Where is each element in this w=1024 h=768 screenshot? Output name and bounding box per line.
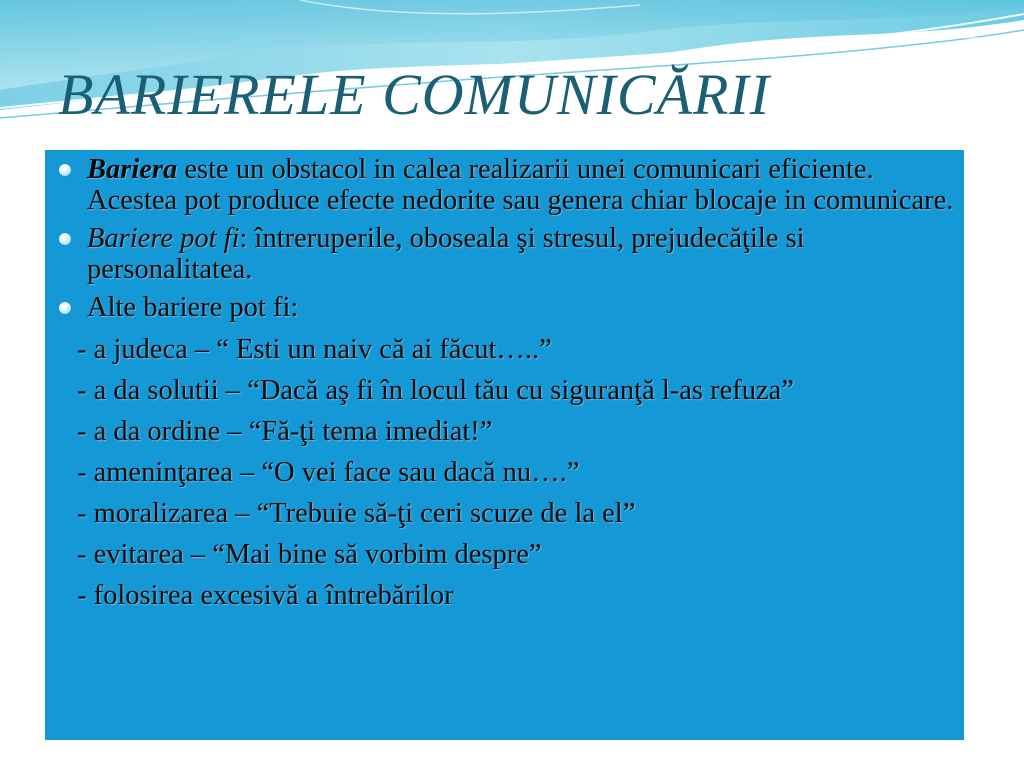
bullet-item-bariera [59,154,954,216]
bullet-item-alte-bariere [59,292,954,323]
bullet-list [59,154,954,611]
example-item: - folosirea excesivă a întrebărilor [77,580,454,611]
bullet-emphasis: Bariere pot fi [87,223,240,254]
content-box [45,150,964,740]
bullet-dot-icon [59,233,71,245]
example-item: - a da solutii – “Dacă aş fi în locul tău cu siguranţă l-as refuza” [77,375,794,406]
bullet-dot-icon [59,302,71,314]
bullet-item-bariere-pot-fi [59,223,954,285]
bullet-text: : întreruperile, oboseala şi stresul, prejudecăţile si personalitatea. [87,223,805,285]
example-item: - a da ordine – “Fă-ţi tema imediat!” [77,416,493,447]
example-item: - moralizarea – “Trebuie să-ţi ceri scuze de la el” [77,498,636,529]
page-title: BARIERELE COMUNICĂRII [58,62,771,127]
bullet-dot-icon [59,164,71,176]
bullet-text: este un obstacol in calea realizarii unei comunicari eficiente. Acestea pot produce efecte nedorite sau genera chiar blocaje in comunicare. [87,154,954,216]
bullet-text: Alte bariere pot fi: [87,292,299,323]
example-item: - ameninţarea – “O vei face sau dacă nu….” [77,457,580,488]
example-item: - evitarea – “Mai bine să vorbim despre” [77,539,542,570]
bullet-emphasis: Bariera [87,154,178,185]
example-item: - a judeca – “ Esti un naiv că ai făcut…..” [77,334,552,365]
